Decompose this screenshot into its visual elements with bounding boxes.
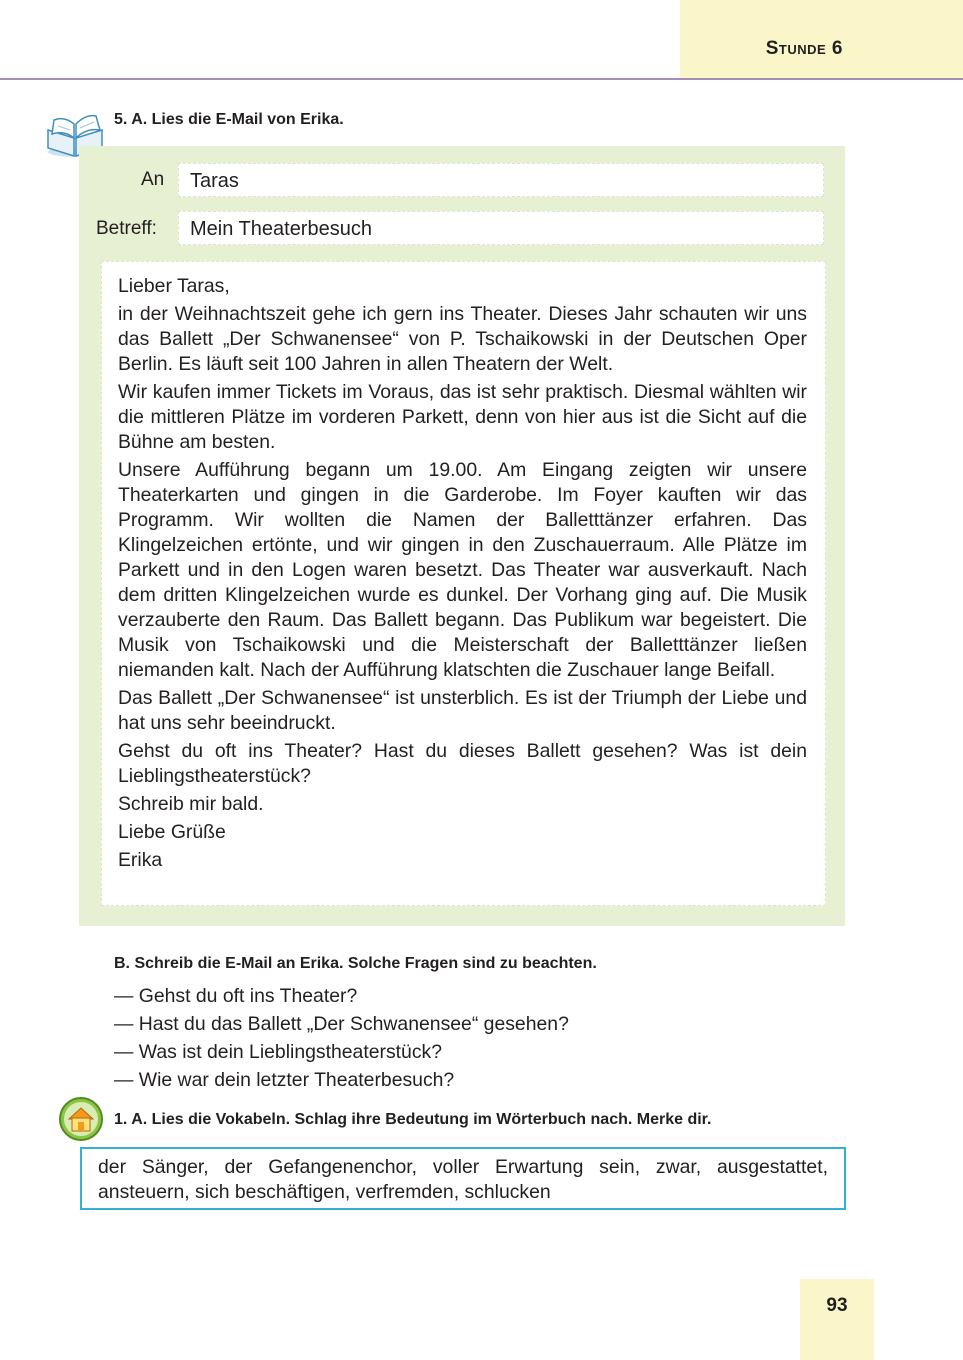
vocabulary-box: der Sänger, der Gefangenenchor, voller Erwartung sein, zwar, ausgestattet, ansteuern, sich beschäftigen, verfremden, schlucken [80,1147,846,1210]
page-number-tab [800,1279,874,1360]
email-paragraph: Wir kaufen immer Tickets im Voraus, das ist sehr praktisch. Diesmal wählten wir die mittleren Plätze im vorderen Parkett, denn von hier aus ist die Sicht auf die Bühne am besten. [118,381,807,453]
house-icon [58,1096,104,1142]
question-item: — Gehst du oft ins Theater? [114,985,358,1007]
email-paragraph: Gehst du oft ins Theater? Hast du dieses Ballett gesehen? Was ist dein Lieblingstheaterstück? [118,740,807,787]
subject-field: Mein Theaterbesuch [178,211,824,245]
subject-label: Betreff: [96,218,157,239]
question-item: — Was ist dein Lieblingstheaterstück? [114,1041,443,1063]
question-list [114,982,569,1094]
lesson-title: Stunde 6 [765,38,843,59]
greeting: Lieber Taras, [118,275,230,297]
question-item: — Wie war dein letzter Theaterbesuch? [114,1069,455,1091]
page-number: 93 [826,1295,848,1316]
task-5a-title: 5. A. Lies die E-Mail von Erika. [114,111,344,128]
email-body [101,261,826,906]
task-5b-title: B. Schreib die E-Mail an Erika. Solche Fragen sind zu beachten. [114,955,597,972]
email-paragraph: in der Weihnachtszeit gehe ich gern ins Theater. Dieses Jahr schauten wir uns das Ballett „Der Schwanensee“ von P. Tschaikowski in der Deutschen Oper Berlin. Es läuft seit 100 Jahren in allen Theatern der Welt. [118,303,807,375]
header-divider [0,78,963,80]
email-paragraph: Das Ballett „Der Schwanensee“ ist unsterblich. Es ist der Triumph der Liebe und hat uns sehr beeindruckt. [118,687,807,734]
email-closing: Schreib mir bald. [118,793,264,815]
to-label: An [141,169,165,190]
header-tab [680,0,963,78]
email-signature: Erika [118,849,163,871]
email-paragraph: Unsere Aufführung begann um 19.00. Am Eingang zeigten wir unsere Theaterkarten und gingen in die Garderobe. Im Foyer kauften wir das Programm. Wir wollten die Namen der Balletttänzer erfahren. Das Klingelzeichen ertönte, und wir gingen in den Zuschauerraum. Alle Plätze im Parkett und in den Logen waren besetzt. Das Theater war ausverkauft. Nach dem dritten Klingelzeichen wurde es dunkel. Der Vorhang ging auf. Die Musik verzauberte den Raum. Das Ballett begann. Das Publikum war begeistert. Die Musik von Tschaikowski und die Meisterschaft der Balletttänzer ließen niemanden kalt. Nach der Aufführung klatschten die Zuschauer lange Beifall. [118,459,807,681]
homework-title: 1. A. Lies die Vokabeln. Schlag ihre Bedeutung im Wörterbuch nach. Merke dir. [114,1111,712,1128]
to-field: Taras [178,163,824,197]
email-closing: Liebe Grüße [118,821,226,843]
question-item: — Hast du das Ballett „Der Schwanensee“ gesehen? [114,1013,569,1035]
